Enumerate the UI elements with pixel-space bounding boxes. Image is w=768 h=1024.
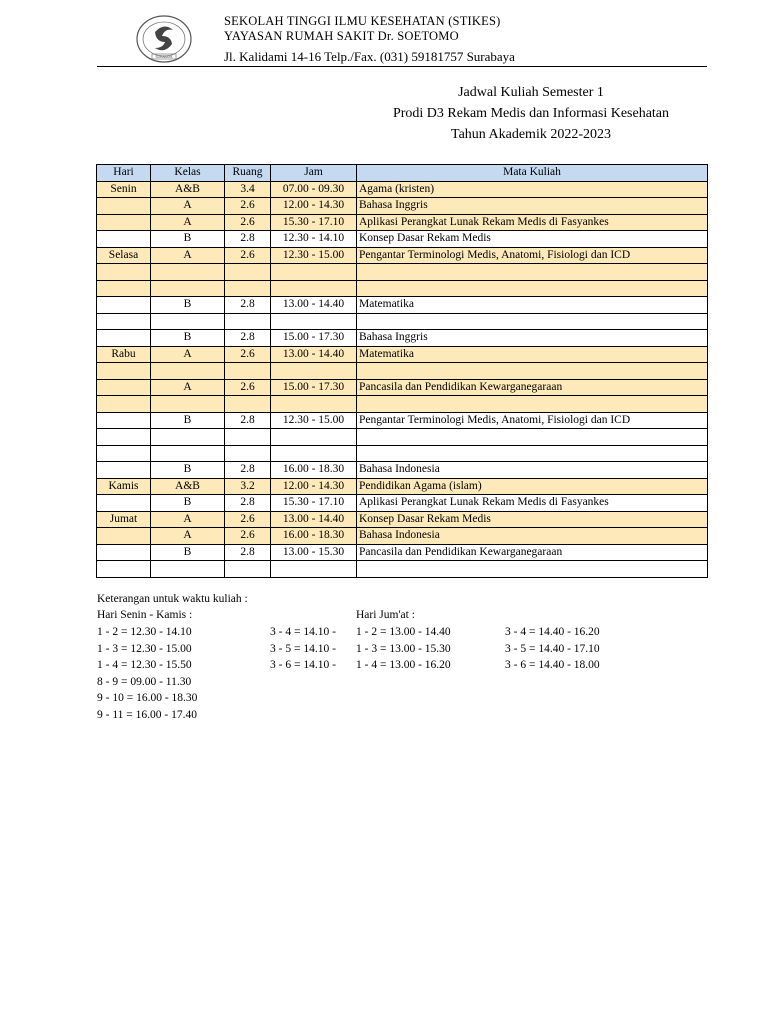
cell-hari <box>97 198 151 215</box>
cell-ruang: 2.8 <box>225 412 271 429</box>
cell-hari <box>97 363 151 380</box>
table-row <box>97 247 708 264</box>
table-row <box>97 330 708 347</box>
cell-mata-kuliah: Aplikasi Perangkat Lunak Rekam Medis di Fasyankes <box>357 214 708 231</box>
cell-ruang <box>225 396 271 413</box>
cell-kelas: B <box>151 462 225 479</box>
cell-jam: 13.00 - 14.40 <box>271 346 357 363</box>
cell-hari <box>97 495 151 512</box>
cell-mata-kuliah: Matematika <box>357 346 708 363</box>
table-row <box>97 528 708 545</box>
cell-mata-kuliah <box>357 445 708 462</box>
cell-kelas: A&B <box>151 181 225 198</box>
cell-ruang: 2.6 <box>225 247 271 264</box>
cell-hari <box>97 264 151 281</box>
cell-mata-kuliah: Bahasa Indonesia <box>357 462 708 479</box>
header-hari: Hari <box>97 165 151 182</box>
cell-jam: 16.00 - 18.30 <box>271 528 357 545</box>
table-row <box>97 379 708 396</box>
cell-jam: 15.00 - 17.30 <box>271 330 357 347</box>
note-time-slot: 1 - 4 = 12.30 - 15.50 <box>97 659 192 671</box>
table-row <box>97 264 708 281</box>
cell-kelas: B <box>151 231 225 248</box>
cell-mata-kuliah <box>357 429 708 446</box>
cell-ruang: 3.4 <box>225 181 271 198</box>
cell-kelas <box>151 264 225 281</box>
note-time-slot: 3 - 4 = 14.10 - <box>270 626 336 638</box>
cell-ruang <box>225 363 271 380</box>
cell-mata-kuliah: Matematika <box>357 297 708 314</box>
table-row <box>97 346 708 363</box>
cell-jam: 12.30 - 15.00 <box>271 412 357 429</box>
table-row <box>97 561 708 578</box>
note-time-slot: 1 - 2 = 13.00 - 14.40 <box>356 626 451 638</box>
cell-jam: 13.00 - 14.40 <box>271 297 357 314</box>
note-time-slot: 3 - 5 = 14.10 - <box>270 643 336 655</box>
cell-mata-kuliah: Konsep Dasar Rekam Medis <box>357 231 708 248</box>
cell-hari <box>97 412 151 429</box>
table-row <box>97 198 708 215</box>
cell-kelas <box>151 313 225 330</box>
cell-mata-kuliah: Agama (kristen) <box>357 181 708 198</box>
cell-jam: 13.00 - 14.40 <box>271 511 357 528</box>
table-row <box>97 429 708 446</box>
cell-ruang <box>225 561 271 578</box>
note-time-slot: 8 - 9 = 09.00 - 11.30 <box>97 676 192 688</box>
cell-ruang <box>225 445 271 462</box>
cell-hari: Kamis <box>97 478 151 495</box>
cell-mata-kuliah: Bahasa Indonesia <box>357 528 708 545</box>
cell-mata-kuliah: Pancasila dan Pendidikan Kewarganegaraan <box>357 379 708 396</box>
cell-hari <box>97 379 151 396</box>
schedule-table <box>96 164 708 578</box>
cell-kelas: B <box>151 495 225 512</box>
cell-mata-kuliah: Pendidikan Agama (islam) <box>357 478 708 495</box>
note-time-slot: 1 - 4 = 13.00 - 16.20 <box>356 659 451 671</box>
notes-senin-kamis-label: Hari Senin - Kamis : <box>97 609 193 621</box>
cell-jam <box>271 264 357 281</box>
table-body <box>97 181 708 577</box>
cell-ruang: 2.8 <box>225 462 271 479</box>
cell-ruang: 2.6 <box>225 511 271 528</box>
cell-jam <box>271 363 357 380</box>
cell-hari <box>97 231 151 248</box>
cell-ruang: 2.6 <box>225 379 271 396</box>
cell-ruang <box>225 429 271 446</box>
cell-kelas: A <box>151 214 225 231</box>
cell-jam <box>271 561 357 578</box>
institution-address: Jl. Kalidami 14-16 Telp./Fax. (031) 59181757 Surabaya <box>224 49 515 64</box>
cell-mata-kuliah: Pengantar Terminologi Medis, Anatomi, Fisiologi dan ICD <box>357 247 708 264</box>
cell-mata-kuliah <box>357 264 708 281</box>
cell-jam: 15.30 - 17.10 <box>271 495 357 512</box>
cell-ruang <box>225 313 271 330</box>
cell-jam: 12.00 - 14.30 <box>271 478 357 495</box>
cell-ruang: 3.2 <box>225 478 271 495</box>
note-time-slot: 3 - 5 = 14.40 - 17.10 <box>505 643 600 655</box>
cell-kelas: A <box>151 346 225 363</box>
note-time-slot: 3 - 6 = 14.10 - <box>270 659 336 671</box>
note-time-slot: 1 - 3 = 13.00 - 15.30 <box>356 643 451 655</box>
cell-hari <box>97 330 151 347</box>
cell-hari <box>97 528 151 545</box>
cell-jam: 07.00 - 09.30 <box>271 181 357 198</box>
cell-kelas: A&B <box>151 478 225 495</box>
cell-mata-kuliah: Bahasa Inggris <box>357 330 708 347</box>
cell-ruang: 2.8 <box>225 544 271 561</box>
note-time-slot: 9 - 11 = 16.00 - 17.40 <box>97 709 197 721</box>
stikes-logo <box>135 14 193 64</box>
cell-jam: 15.30 - 17.10 <box>271 214 357 231</box>
table-row <box>97 445 708 462</box>
cell-jam <box>271 445 357 462</box>
cell-mata-kuliah: Pancasila dan Pendidikan Kewarganegaraan <box>357 544 708 561</box>
cell-ruang: 2.6 <box>225 198 271 215</box>
table-row <box>97 412 708 429</box>
cell-mata-kuliah <box>357 561 708 578</box>
cell-mata-kuliah: Bahasa Inggris <box>357 198 708 215</box>
table-row <box>97 478 708 495</box>
cell-jam: 12.30 - 15.00 <box>271 247 357 264</box>
cell-hari <box>97 462 151 479</box>
cell-jam: 12.00 - 14.30 <box>271 198 357 215</box>
cell-hari: Jumat <box>97 511 151 528</box>
cell-jam: 13.00 - 15.30 <box>271 544 357 561</box>
cell-kelas: A <box>151 528 225 545</box>
cell-jam: 15.00 - 17.30 <box>271 379 357 396</box>
cell-ruang <box>225 280 271 297</box>
institution-name: SEKOLAH TINGGI ILMU KESEHATAN (STIKES) <box>224 14 501 28</box>
notes-heading: Keterangan untuk waktu kuliah : <box>97 593 248 605</box>
cell-jam: 16.00 - 18.30 <box>271 462 357 479</box>
cell-mata-kuliah <box>357 313 708 330</box>
header-ruang: Ruang <box>225 165 271 182</box>
cell-mata-kuliah: Konsep Dasar Rekam Medis <box>357 511 708 528</box>
table-row <box>97 181 708 198</box>
cell-kelas <box>151 396 225 413</box>
cell-jam <box>271 429 357 446</box>
cell-kelas: B <box>151 544 225 561</box>
logo-text: SURABAYA <box>155 55 173 59</box>
cell-hari <box>97 280 151 297</box>
cell-jam <box>271 313 357 330</box>
table-row <box>97 280 708 297</box>
cell-hari <box>97 561 151 578</box>
table-row <box>97 363 708 380</box>
cell-kelas: A <box>151 247 225 264</box>
note-time-slot: 1 - 3 = 12.30 - 15.00 <box>97 643 192 655</box>
cell-hari: Senin <box>97 181 151 198</box>
cell-mata-kuliah <box>357 396 708 413</box>
header-mata-kuliah: Mata Kuliah <box>357 165 708 182</box>
cell-kelas: B <box>151 412 225 429</box>
cell-hari: Selasa <box>97 247 151 264</box>
table-row <box>97 297 708 314</box>
cell-hari: Rabu <box>97 346 151 363</box>
cell-mata-kuliah: Aplikasi Perangkat Lunak Rekam Medis di Fasyankes <box>357 495 708 512</box>
cell-kelas <box>151 445 225 462</box>
notes-jumat-label: Hari Jum'at : <box>356 609 415 621</box>
table-row <box>97 495 708 512</box>
cell-kelas: A <box>151 198 225 215</box>
cell-jam <box>271 396 357 413</box>
table-row <box>97 313 708 330</box>
cell-jam: 12.30 - 14.10 <box>271 231 357 248</box>
cell-kelas: B <box>151 297 225 314</box>
cell-ruang: 2.8 <box>225 297 271 314</box>
cell-ruang: 2.8 <box>225 231 271 248</box>
cell-mata-kuliah <box>357 363 708 380</box>
note-time-slot: 1 - 2 = 12.30 - 14.10 <box>97 626 192 638</box>
academic-year: Tahun Akademik 2022-2023 <box>451 127 611 142</box>
cell-ruang <box>225 264 271 281</box>
program-title: Prodi D3 Rekam Medis dan Informasi Kesehatan <box>392 106 670 121</box>
cell-kelas <box>151 429 225 446</box>
cell-kelas: B <box>151 330 225 347</box>
cell-hari <box>97 396 151 413</box>
table-row <box>97 231 708 248</box>
cell-hari <box>97 297 151 314</box>
cell-kelas <box>151 280 225 297</box>
cell-hari <box>97 544 151 561</box>
cell-hari <box>97 445 151 462</box>
cell-kelas <box>151 363 225 380</box>
header-kelas: Kelas <box>151 165 225 182</box>
note-time-slot: 3 - 6 = 14.40 - 18.00 <box>505 659 600 671</box>
schedule-title: Jadwal Kuliah Semester 1 <box>458 85 604 100</box>
cell-mata-kuliah <box>357 280 708 297</box>
cell-mata-kuliah: Pengantar Terminologi Medis, Anatomi, Fisiologi dan ICD <box>357 412 708 429</box>
cell-ruang: 2.6 <box>225 528 271 545</box>
table-row <box>97 544 708 561</box>
cell-hari <box>97 429 151 446</box>
table-row <box>97 396 708 413</box>
table-row <box>97 214 708 231</box>
cell-ruang: 2.6 <box>225 346 271 363</box>
note-time-slot: 3 - 4 = 14.40 - 16.20 <box>505 626 600 638</box>
cell-hari <box>97 313 151 330</box>
cell-kelas <box>151 561 225 578</box>
cell-kelas: A <box>151 379 225 396</box>
cell-ruang: 2.6 <box>225 214 271 231</box>
table-row <box>97 462 708 479</box>
cell-ruang: 2.8 <box>225 495 271 512</box>
cell-kelas: A <box>151 511 225 528</box>
letterhead-divider <box>97 66 707 67</box>
cell-jam <box>271 280 357 297</box>
cell-hari <box>97 214 151 231</box>
foundation-name: YAYASAN RUMAH SAKIT Dr. SOETOMO <box>224 29 459 43</box>
table-row <box>97 511 708 528</box>
table-header-row <box>97 165 708 182</box>
header-jam: Jam <box>271 165 357 182</box>
note-time-slot: 9 - 10 = 16.00 - 18.30 <box>97 692 198 704</box>
cell-ruang: 2.8 <box>225 330 271 347</box>
